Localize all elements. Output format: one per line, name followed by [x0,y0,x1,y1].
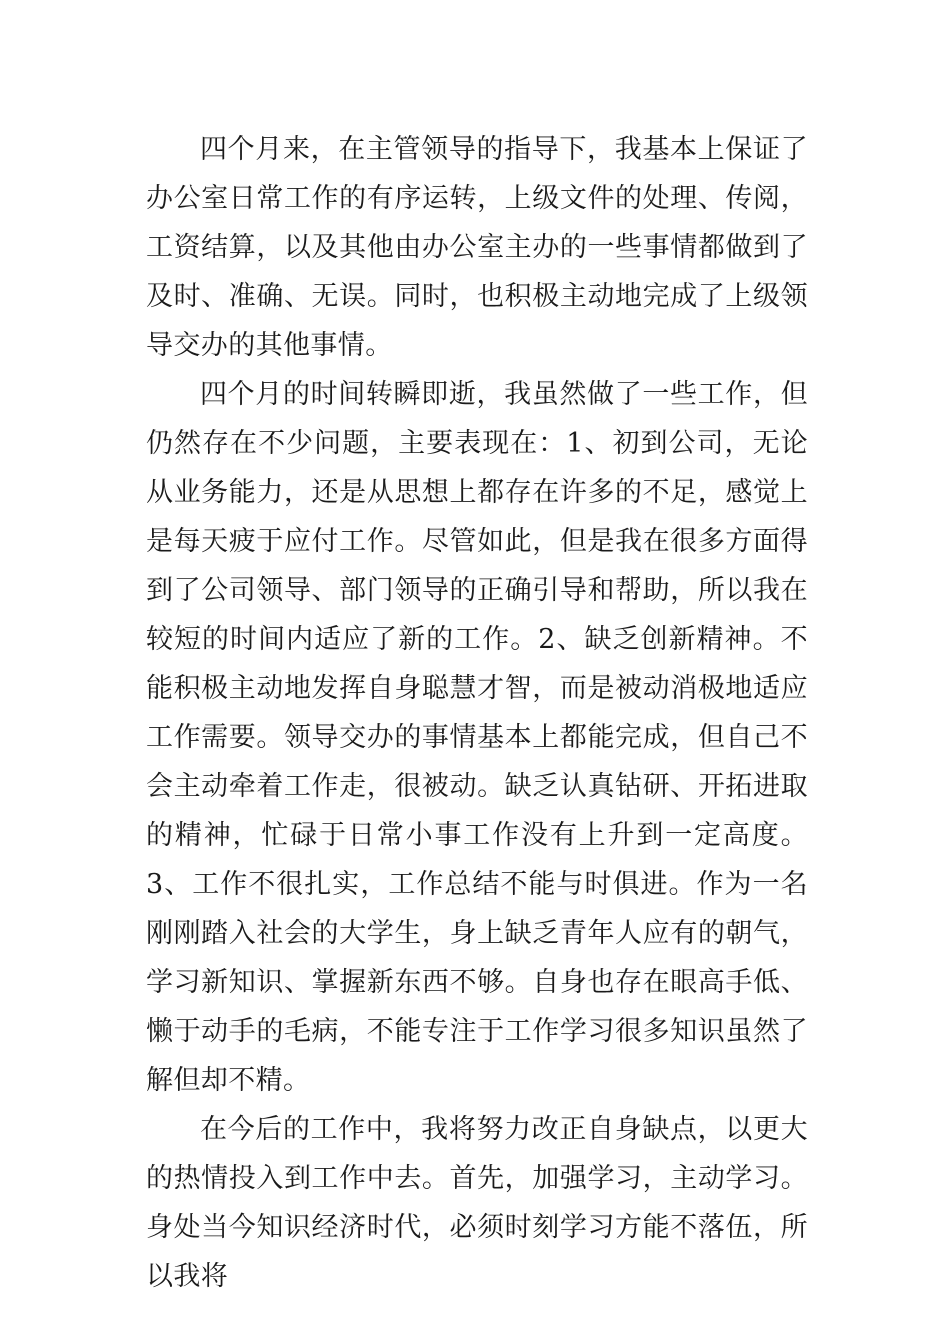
paragraph-2: 四个月的时间转瞬即逝，我虽然做了一些工作，但仍然存在不少问题，主要表现在：1、初到公司，无论从业务能力，还是从思想上都存在许多的不足，感觉上是每天疲于应付工作。尽管如此，但是我在很多方面得到了公司领导、部门领导的正确引导和帮助，所以我在较短的时间内适应了新的工作。2、缺乏创新精神。不能积极主动地发挥自身聪慧才智，而是被动消极地适应工作需要。领导交办的事情基本上都能完成，但自己不会主动牵着工作走，很被动。缺乏认真钻研、开拓进取的精神，忙碌于日常小事工作没有上升到一定高度。3、工作不很扎实，工作总结不能与时俱进。作为一名刚刚踏入社会的大学生，身上缺乏青年人应有的朝气，学习新知识、掌握新东西不够。自身也存在眼高手低、懒于动手的毛病，不能专注于工作学习很多知识虽然了解但却不精。 [146,379,808,1096]
document-body [146,125,808,1301]
paragraph-1: 四个月来，在主管领导的指导下，我基本上保证了办公室日常工作的有序运转，上级文件的处理、传阅，工资结算，以及其他由办公室主办的一些事情都做到了及时、准确、无误。同时，也积极主动地完成了上级领导交办的其他事情。 [146,134,808,361]
paragraph-3: 在今后的工作中，我将努力改正自身缺点，以更大的热情投入到工作中去。首先，加强学习，主动学习。身处当今知识经济时代，必须时刻学习方能不落伍，所以我将 [146,1114,808,1292]
